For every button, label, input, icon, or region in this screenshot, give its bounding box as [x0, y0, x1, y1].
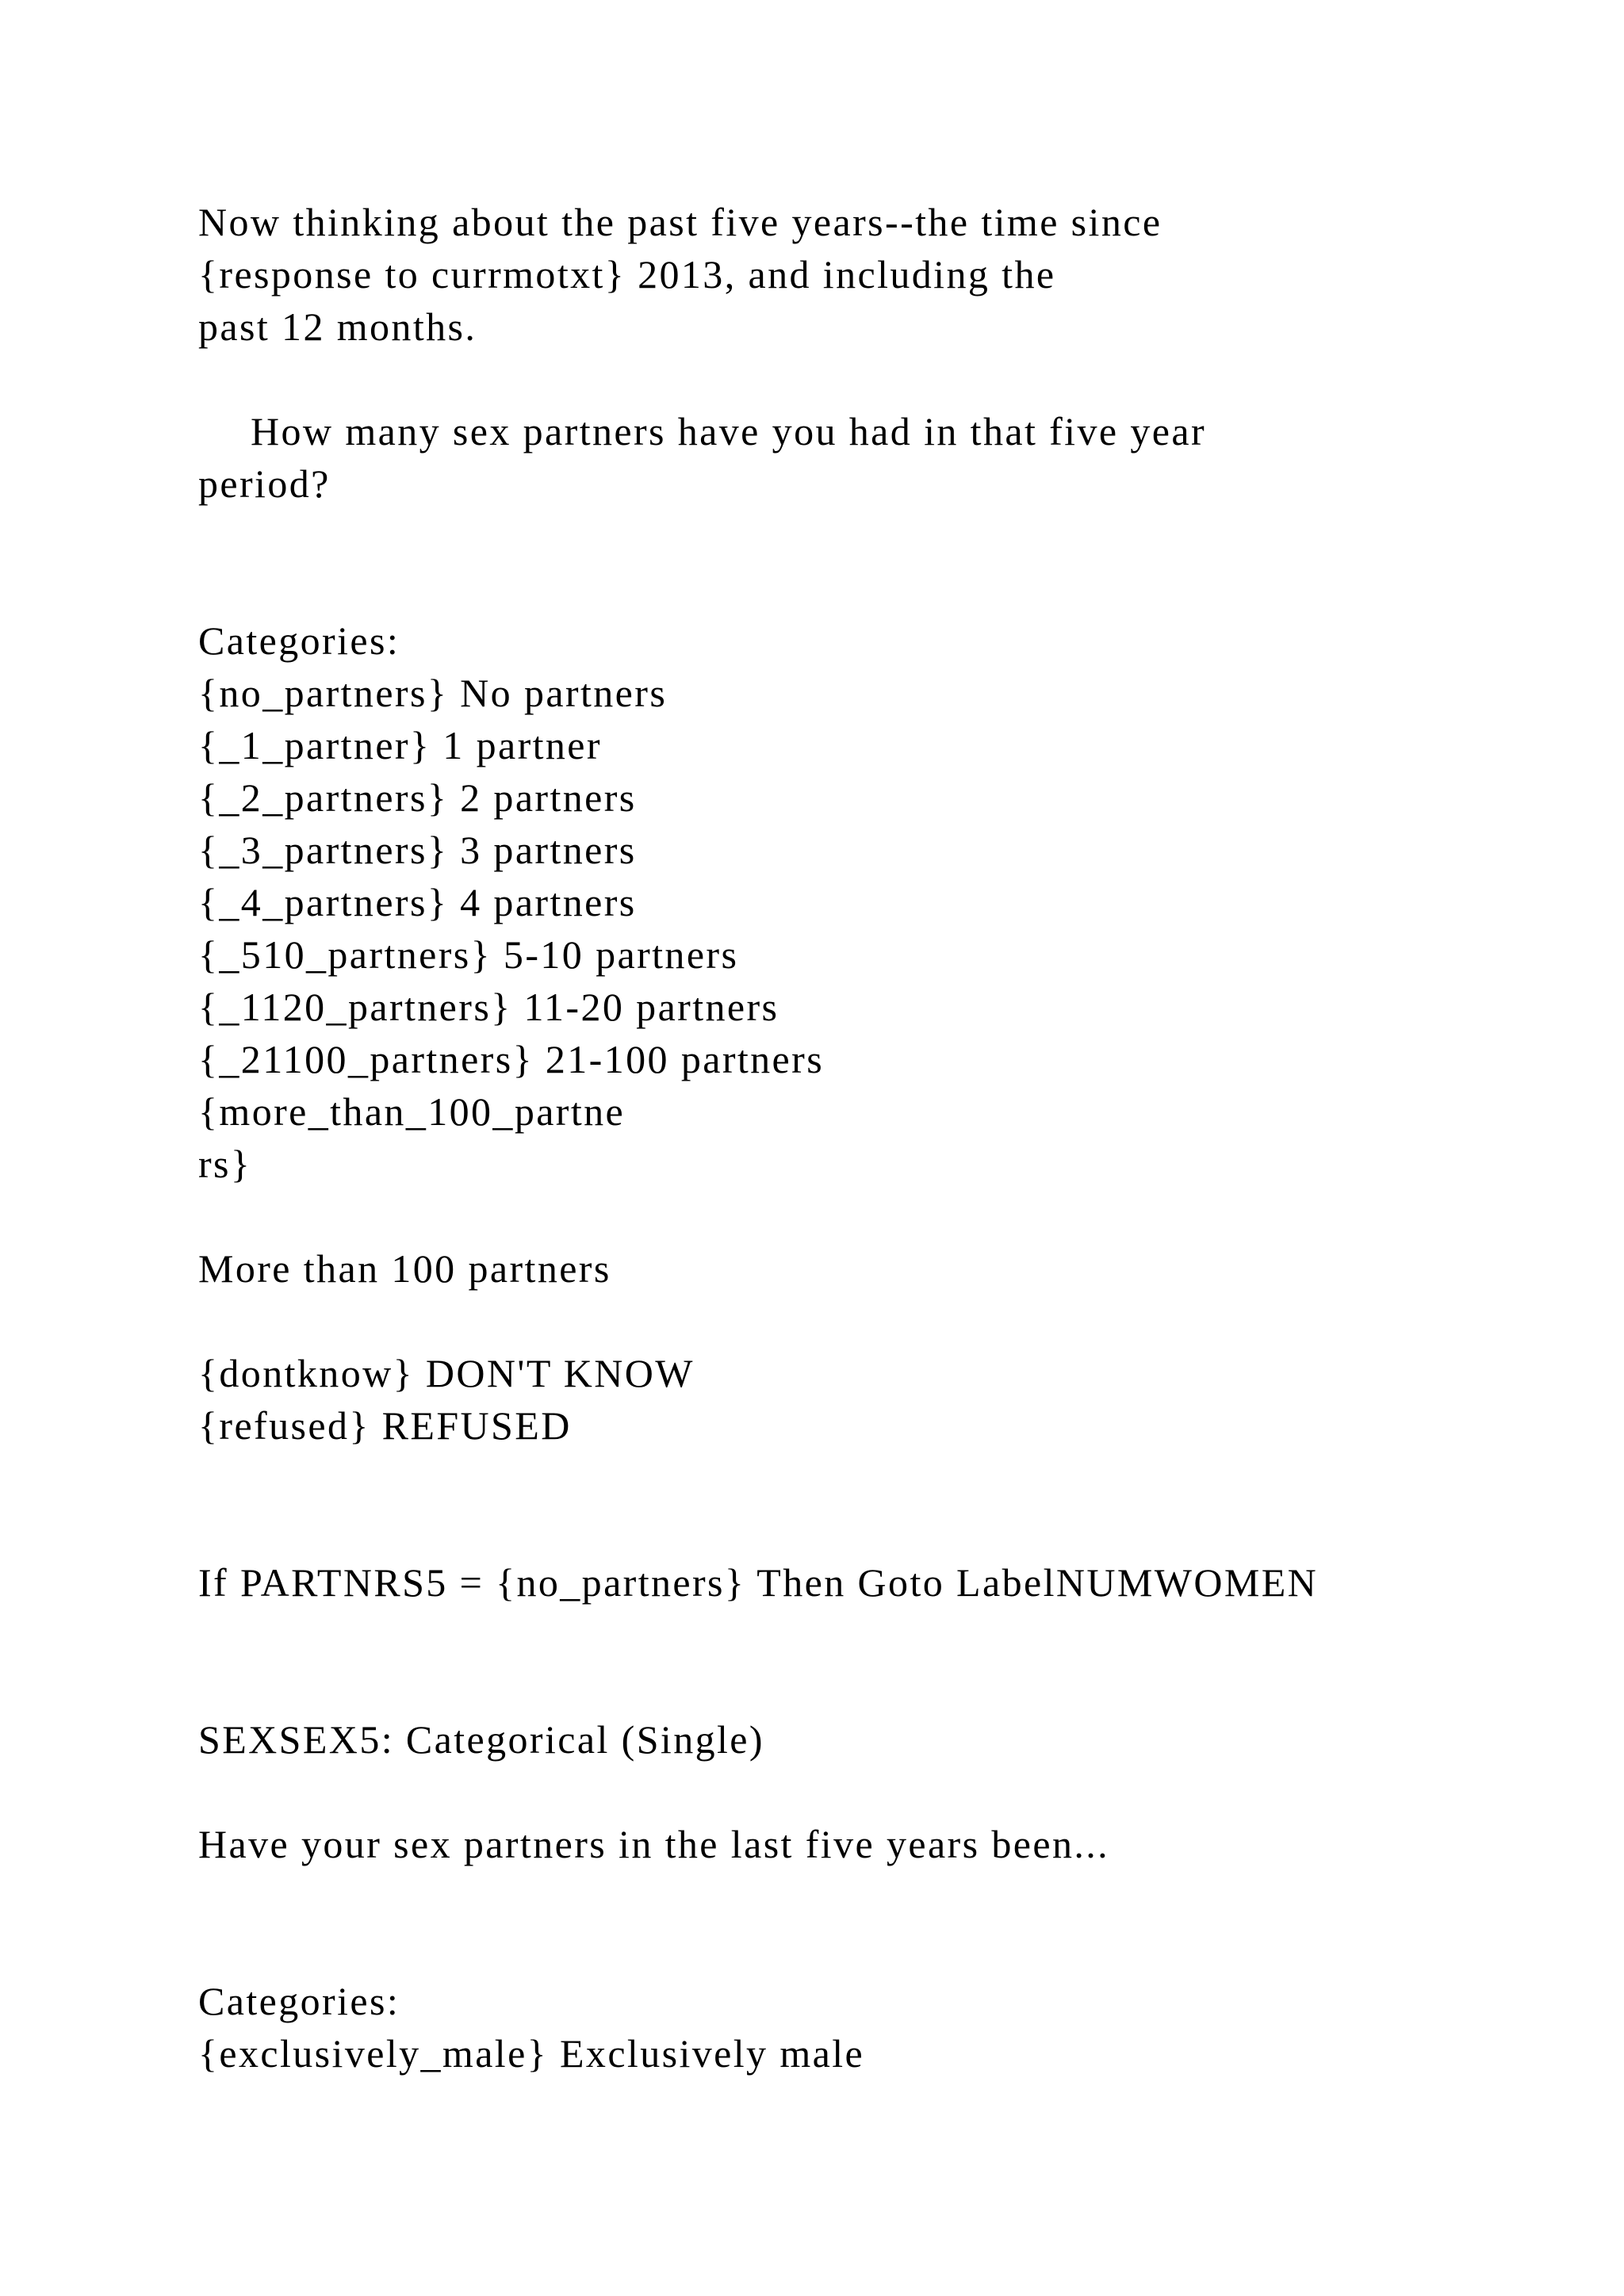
category-option: {no_partners} No partners — [198, 671, 668, 715]
category-option: {_1120_partners} 11-20 partners — [198, 985, 779, 1029]
intro-line-1: Now thinking about the past five years--the time since — [198, 200, 1162, 244]
refused-option: {refused} REFUSED — [198, 1403, 572, 1448]
category-option: {_21100_partners} 21-100 partners — [198, 1037, 825, 1081]
intro-line-3: past 12 months. — [198, 304, 477, 349]
category-option: {exclusively_male} Exclusively male — [198, 2031, 865, 2076]
category-option: {_2_partners} 2 partners — [198, 775, 637, 820]
question-line-1: How many sex partners have you had in that five year — [251, 409, 1206, 453]
dontknow-option: {dontknow} DON'T KNOW — [198, 1351, 695, 1395]
question-line-2: period? — [198, 461, 331, 506]
skip-logic: If PARTNRS5 = {no_partners} Then Goto LabelNUMWOMEN — [198, 1560, 1319, 1605]
category-option: {_510_partners} 5-10 partners — [198, 932, 739, 977]
sexsex5-categories-label: Categories: — [198, 1979, 400, 2023]
intro-line-2: {response to currmotxt} 2013, and including the — [198, 252, 1056, 297]
category-option: rs} — [198, 1142, 252, 1186]
category-option: {more_than_100_partne — [198, 1089, 626, 1134]
sexsex5-heading: SEXSEX5: Categorical (Single) — [198, 1717, 764, 1762]
sexsex5-question: Have your sex partners in the last five years been... — [198, 1822, 1110, 1866]
category-option: {_3_partners} 3 partners — [198, 828, 637, 872]
category-option: {_1_partner} 1 partner — [198, 723, 602, 767]
category-option: {_4_partners} 4 partners — [198, 880, 637, 924]
more-than-100-label: More than 100 partners — [198, 1246, 611, 1291]
partners-categories-label: Categories: — [198, 618, 400, 663]
